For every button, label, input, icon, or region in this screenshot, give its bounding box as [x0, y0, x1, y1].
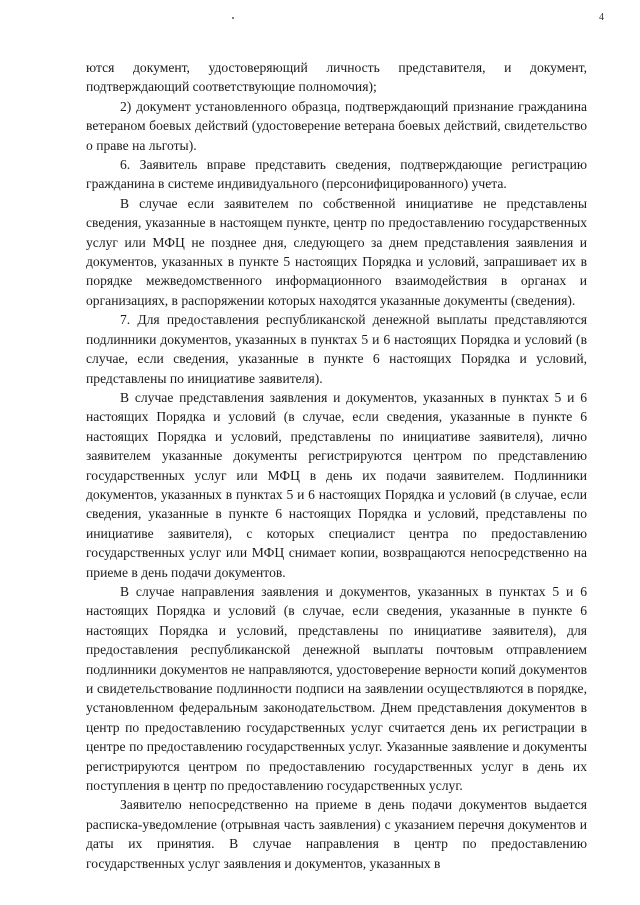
scan-speck	[232, 17, 234, 19]
paragraph: Заявителю непосредственно на приеме в день подачи документов выдается расписка-уведомление (отрывная часть заявления) с указанием перечня документов и даты их принятия. В случае направления в центр по предоставлению государственных услуг заявления и документов, указанных в	[86, 797, 587, 871]
paragraph: В случае если заявителем по собственной инициативе не представлены сведения, указанные в настоящем пункте, центр по предоставлению государственных услуг или МФЦ не позднее дня, следующего за днем представления заявления и документов, указанных в пункте 5 настоящих Порядка и условий, запрашивает их в порядке межведомственного информационного взаимодействия в органах и организациях, в распоряжении которых находятся указанные документы (сведения).	[86, 195, 587, 308]
paragraph: 2) документ установленного образца, подтверждающий признание гражданина ветераном боевых действий (удостоверение ветерана боевых действий, свидетельство о праве на льготы).	[86, 98, 587, 153]
paragraph: ются документ, удостоверяющий личность представителя, и документ, подтверждающий соответствующие полномочия);	[86, 60, 587, 95]
paragraph: 7. Для предоставления республиканской денежной выплаты представляются подлинники документов, указанных в пунктах 5 и 6 настоящих Порядка и условий (в случае, если сведения, указанные в пункте 6 настоящих Порядка и условий, представлены по инициативе заявителя).	[86, 312, 587, 386]
paragraph: В случае представления заявления и документов, указанных в пунктах 5 и 6 настоящих Порядка и условий (в случае, если сведения, указанные в пункте 6 настоящих Порядка и условий, представлены по инициативе заявителя), лично заявителем указанные документы регистрируются центром по представлению государственных услуг или МФЦ в день их подачи заявителем. Подлинники документов, указанных в пунктах 5 и 6 настоящих Порядка и условий (в случае, если сведения, указанные в пункте 6 настоящих Порядка и условий, представлены по инициативе заявителя), с которых специалист центра по предоставлению государственных услуг или МФЦ снимает копии, возвращаются непосредственно на приеме в день подачи документов.	[86, 389, 587, 580]
page-number: 4	[599, 12, 604, 23]
paragraph: В случае направления заявления и документов, указанных в пунктах 5 и 6 настоящих Порядка и условий (в случае, если сведения, указанные в пункте 6 настоящих Порядка и условий, представлены по инициативе заявителя), для предоставления республиканской денежной выплаты почтовым отправлением подлинники документов не направляются, удостоверение верности копий документов и свидетельствование подлинности подписи на заявлении осуществляются в порядке, установленном федеральным законодательством. Днем представления документов в центр по предоставлению государственных услуг считается день их регистрации в центре по предоставлению государственных услуг. Указанные заявление и документы регистрируются центром по предоставлению государственных услуг в день их поступления в центр по предоставлению государственных услуг.	[86, 583, 587, 794]
paragraph: 6. Заявитель вправе представить сведения, подтверждающие регистрацию гражданина в системе индивидуального (персонифицированного) учета.	[86, 157, 587, 192]
document-body	[86, 58, 587, 873]
